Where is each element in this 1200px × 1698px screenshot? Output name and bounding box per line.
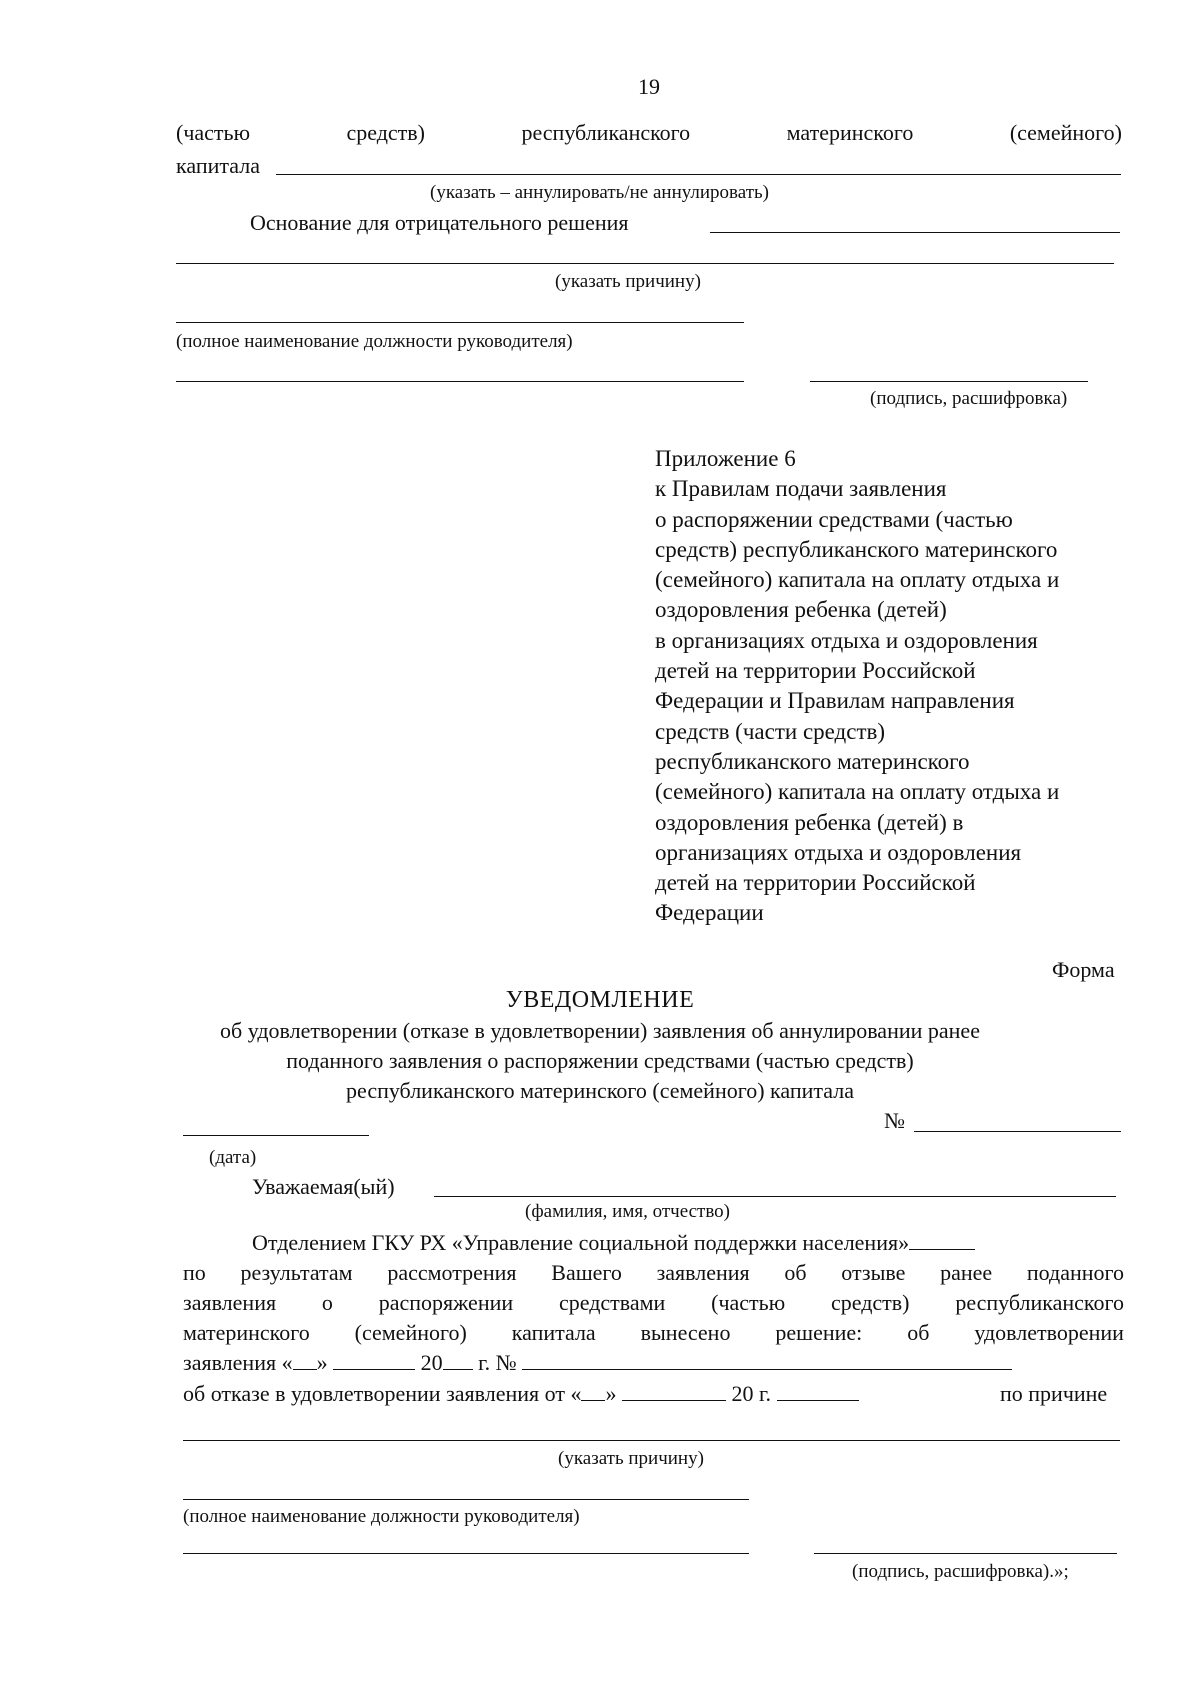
month-blank (622, 1400, 726, 1401)
word: отзыве (841, 1260, 906, 1285)
body-line-6 (183, 1383, 859, 1405)
body-text: 20 г. (731, 1381, 772, 1406)
appendix-line: организациях отдыха и оздоровления (655, 839, 1022, 865)
word: о (321, 1290, 333, 1315)
by-reason: по причине (1000, 1381, 1108, 1406)
word: решение: (775, 1320, 863, 1345)
word: республиканского (521, 120, 691, 145)
appendix-line: республиканского материнского (655, 748, 970, 774)
word: результатам (240, 1260, 353, 1285)
body-text: » (605, 1381, 617, 1406)
word: об (907, 1320, 930, 1345)
appendix-line: о распоряжении средствами (частью (655, 506, 1013, 532)
date-hint: (дата) (209, 1147, 257, 1168)
number-blank (522, 1369, 1012, 1370)
appendix-line: в организациях отдыха и оздоровления (655, 627, 1038, 653)
hint-annul: (указать – аннулировать/не аннулировать) (430, 182, 770, 203)
word: об (784, 1260, 807, 1285)
fill-line (914, 1131, 1121, 1132)
word: капитала (511, 1320, 596, 1345)
appendix-line: средств (части средств) (655, 718, 886, 744)
appendix-line: детей на территории Российской (655, 870, 976, 896)
word: республиканского (955, 1290, 1124, 1315)
body-line-4 (183, 1322, 1124, 1344)
word: ранее (940, 1260, 993, 1285)
basis-label: Основание для отрицательного решения (250, 210, 629, 235)
fill-line (434, 1196, 1116, 1197)
word: (семейного) (1009, 120, 1122, 145)
body-text: заявления « (183, 1350, 293, 1375)
body-text: Отделением ГКУ РХ «Управление социальной поддержки населения» (252, 1230, 910, 1255)
page-number: 19 (638, 74, 660, 99)
hint-signature: (подпись, расшифровка) (870, 388, 1068, 409)
fill-line (176, 263, 1114, 264)
fill-line (276, 174, 1121, 175)
body-text: об отказе в удовлетворении заявления от « (183, 1381, 582, 1406)
hint-position: (полное наименование должности руководителя) (183, 1506, 580, 1527)
word: материнского (786, 120, 914, 145)
appendix-line: Федерации и Правилам направления (655, 688, 1015, 714)
word: средств) (830, 1290, 910, 1315)
number-blank (777, 1400, 859, 1401)
body-line-1 (252, 1232, 975, 1254)
fill-line (909, 1249, 975, 1250)
fill-line (810, 381, 1088, 382)
hint-reason: (указать причину) (558, 1448, 704, 1469)
appendix-line: Приложение 6 (655, 446, 796, 471)
word: средствами (558, 1290, 666, 1315)
word: по (183, 1260, 206, 1285)
hint-reason: (указать причину) (555, 271, 701, 292)
word: средств) (346, 120, 426, 145)
body-line-2 (183, 1262, 1124, 1284)
appendix-line: оздоровления ребенка (детей) (655, 597, 947, 623)
word: распоряжении (378, 1290, 514, 1315)
word: Вашего (551, 1260, 622, 1285)
appendix-line: (семейного) капитала на оплату отдыха и (655, 567, 1060, 593)
fill-line (183, 1553, 749, 1554)
form-subtitle-line: республиканского материнского (семейного) капитала (346, 1078, 854, 1103)
name-hint: (фамилия, имя, отчество) (525, 1201, 731, 1222)
word: заявления (656, 1260, 750, 1285)
word: (частью (176, 120, 251, 145)
greeting: Уважаемая(ый) (252, 1174, 395, 1199)
form-subtitle-line: поданного заявления о распоряжении средствами (частью средств) (286, 1048, 914, 1073)
date-line (183, 1135, 369, 1136)
fill-line (176, 322, 744, 323)
day-blank (581, 1400, 605, 1401)
hint-position: (полное наименование должности руководителя) (176, 331, 573, 352)
fill-line (176, 381, 744, 382)
word: (частью (711, 1290, 786, 1315)
word: удовлетворении (974, 1320, 1124, 1345)
appendix-line: к Правилам подачи заявления (655, 476, 947, 502)
fill-line (183, 1440, 1120, 1441)
appendix-line: оздоровления ребенка (детей) в (655, 809, 964, 835)
word: материнского (183, 1320, 310, 1345)
body-text: 20 (420, 1350, 443, 1375)
appendix-line: детей на территории Российской (655, 658, 976, 684)
form-title: УВЕДОМЛЕНИЕ (505, 987, 695, 1013)
appendix-line: (семейного) капитала на оплату отдыха и (655, 779, 1060, 805)
number-sign: № (884, 1108, 905, 1133)
form-subtitle-line: об удовлетворении (отказе в удовлетворении) заявления об аннулировании ранее (220, 1018, 980, 1043)
appendix-line: средств) республиканского материнского (655, 536, 1058, 562)
day-blank (293, 1369, 317, 1370)
word: поданного (1026, 1260, 1124, 1285)
word: вынесено (640, 1320, 731, 1345)
body-text: » (316, 1350, 328, 1375)
top-line-2: капитала (176, 153, 260, 178)
word: (семейного) (354, 1320, 467, 1345)
hint-signature: (подпись, расшифровка).»; (852, 1561, 1069, 1582)
fill-line (710, 232, 1120, 233)
fill-line (814, 1553, 1117, 1554)
body-line-3 (183, 1292, 1124, 1314)
body-text: г. № (478, 1350, 517, 1375)
body-line-5 (183, 1352, 1012, 1374)
fill-line (183, 1499, 749, 1500)
year-blank (443, 1369, 473, 1370)
appendix-line: Федерации (655, 900, 764, 926)
appendix-block (655, 444, 1059, 929)
month-blank (333, 1369, 415, 1370)
top-line-1 (176, 122, 1122, 144)
word: заявления (183, 1290, 277, 1315)
word: рассмотрения (387, 1260, 517, 1285)
form-label: Форма (1052, 957, 1115, 982)
